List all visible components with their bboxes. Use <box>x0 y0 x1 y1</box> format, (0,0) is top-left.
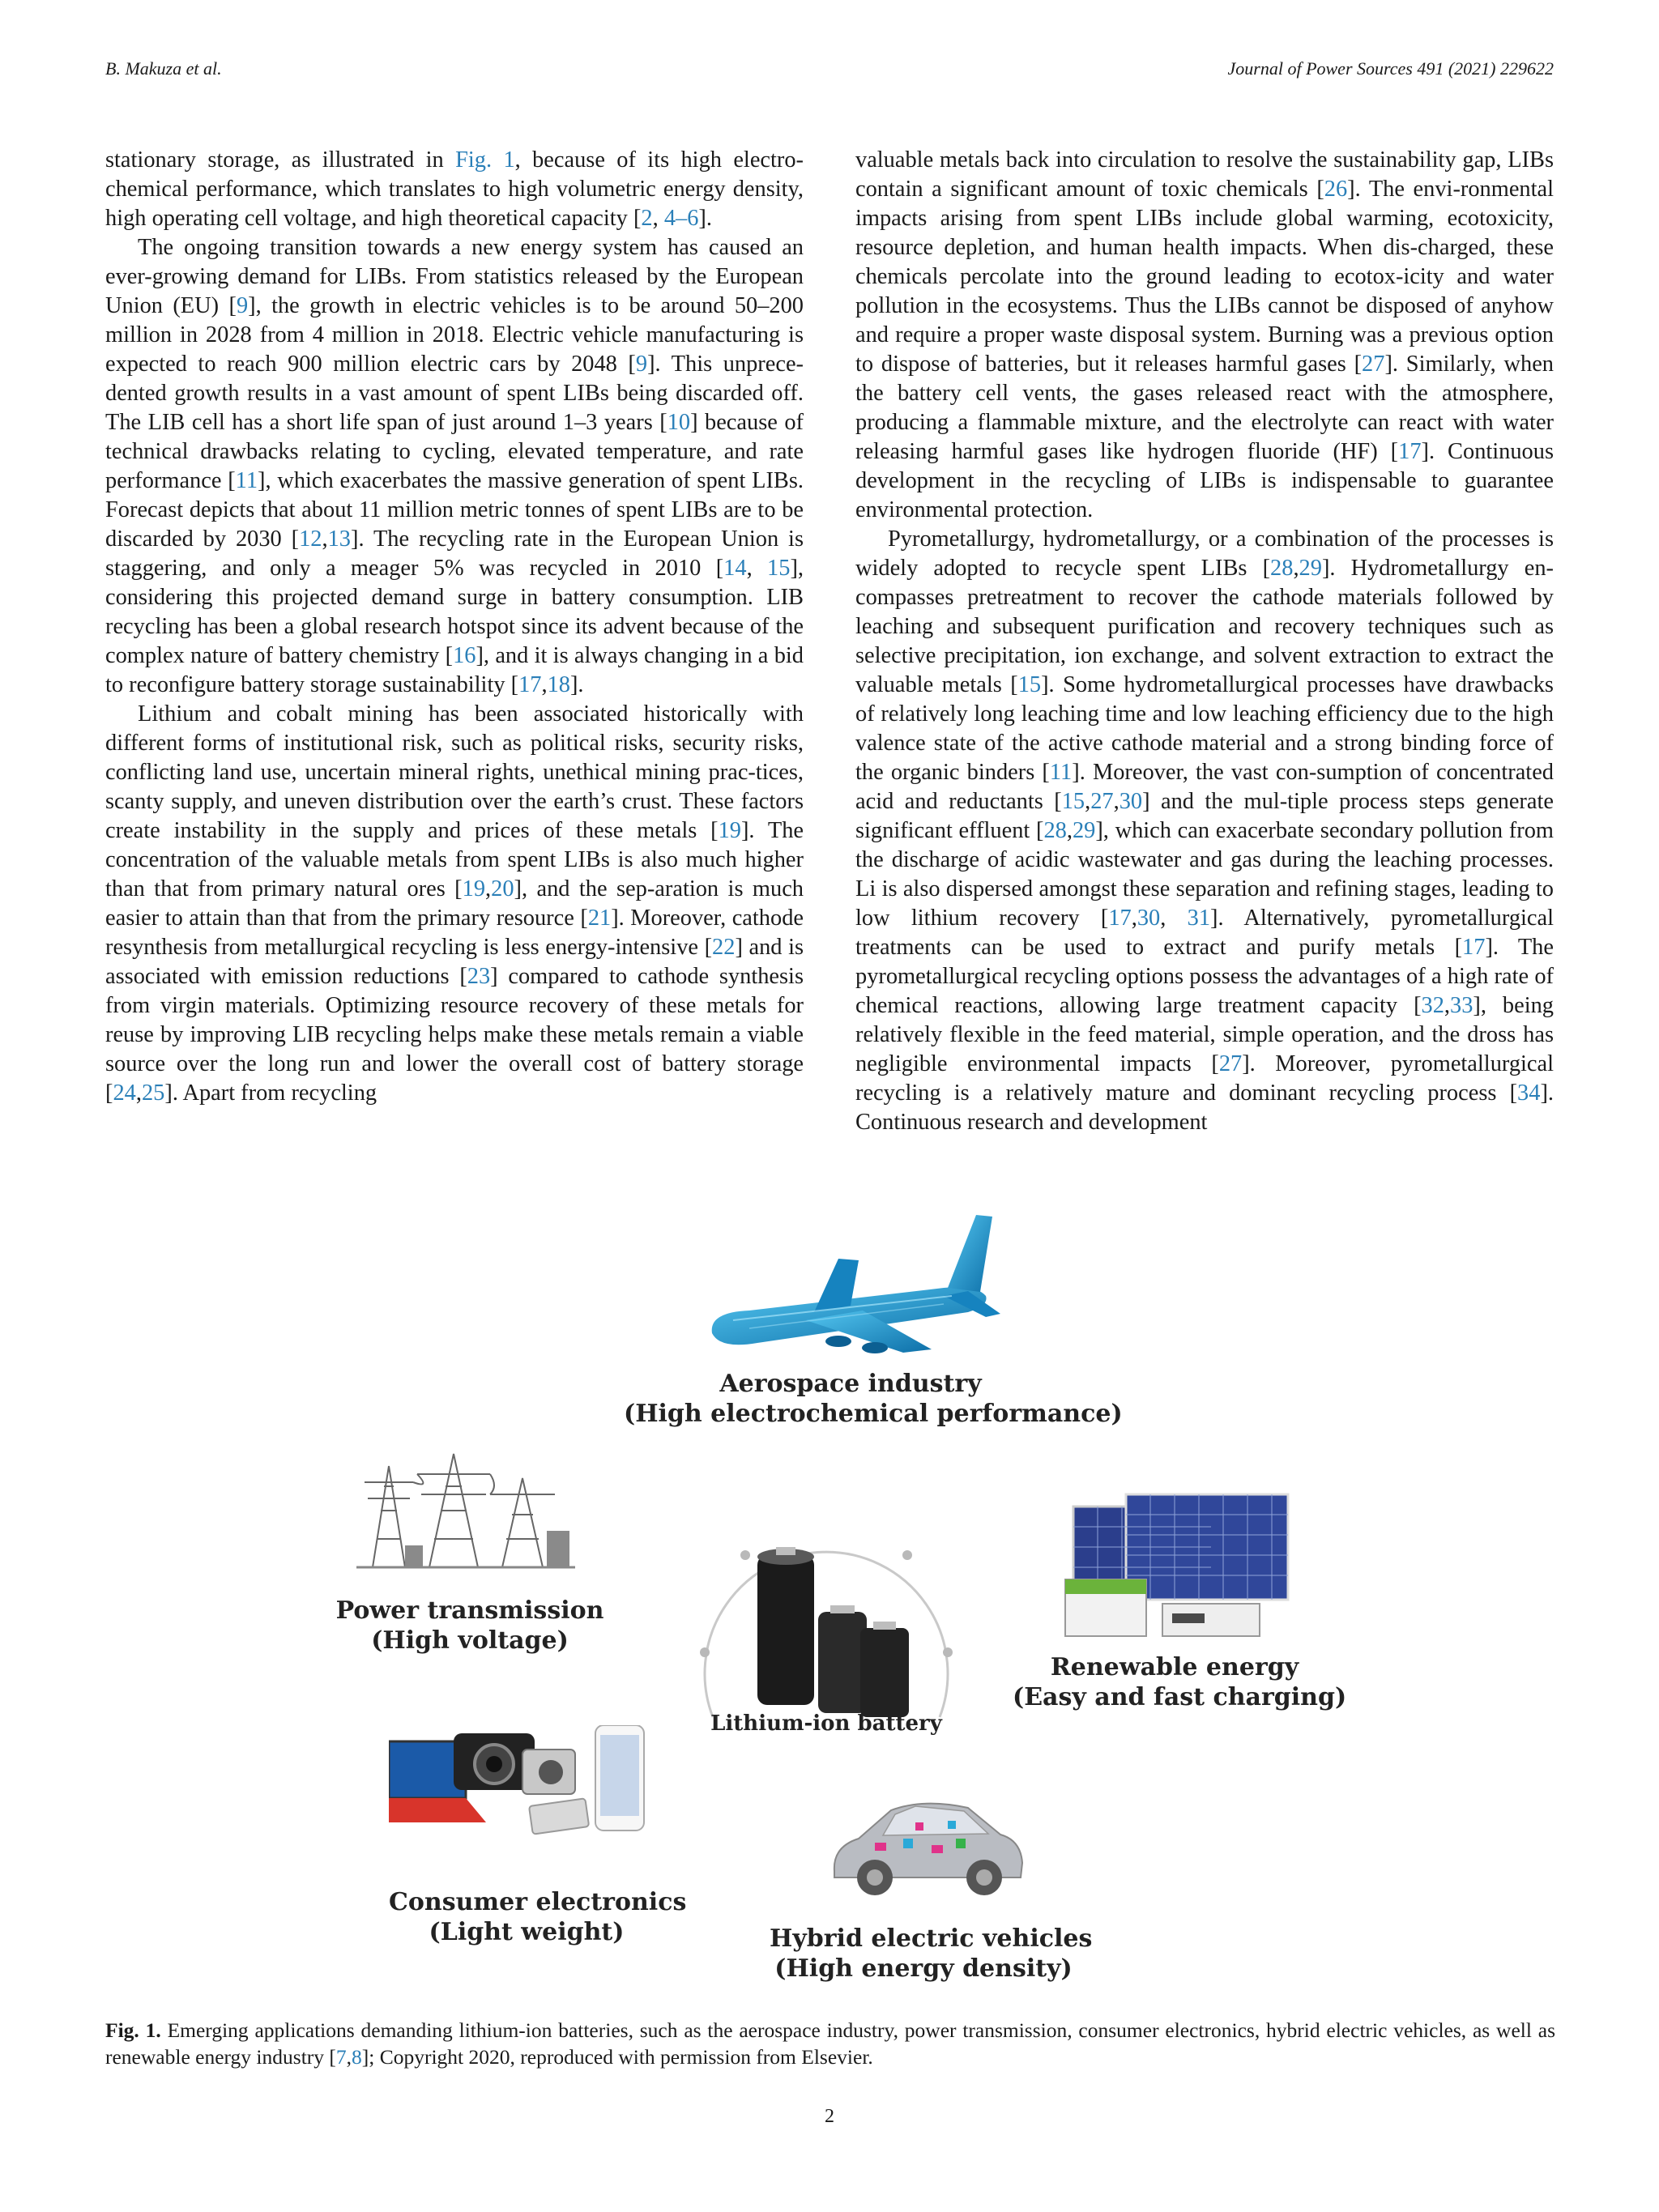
text-run: ]. The concentration of the valuable metals from spent LIBs is also much higher than that from primary natural ores [ <box>105 818 804 901</box>
citation-link[interactable]: 20 <box>491 876 514 901</box>
text-run: ], and the sep-aration is much easier to attain than that from the primary resource [ <box>105 876 804 931</box>
text-run: ], considering this projected demand surge in battery consumption. LIB recycling has been a global research hotspot since its advent because of the complex nature of battery chemistry [ <box>105 556 804 668</box>
citation-link[interactable]: 15 <box>1017 672 1042 697</box>
renewable-subtitle: (Easy and fast charging) <box>1013 1683 1347 1711</box>
citation-link[interactable]: 28 <box>1270 556 1294 581</box>
citation-link[interactable]: 9 <box>236 293 249 318</box>
citation-link[interactable]: 14 <box>723 556 747 581</box>
text-run: , <box>1131 906 1137 931</box>
citation-link[interactable]: 4–6 <box>663 206 699 231</box>
text-run: ], being relatively flexible in the feed material, simple operation, and the dross has negligible environmental impacts [ <box>855 993 1554 1076</box>
text-run: The ongoing transition towards a new energy system has caused an ever-growing demand for LIBs. From statistics released by the European Union (EU) [ <box>105 235 804 318</box>
power-subtitle: (High voltage) <box>371 1626 569 1655</box>
text-run: ]. Moreover, the vast con-sumption of concentrated acid and reductants [ <box>855 760 1554 814</box>
battery-label <box>689 1709 964 1739</box>
hybrid-label <box>770 1924 1093 1984</box>
citation-link[interactable]: 17 <box>1108 906 1132 931</box>
citation-link[interactable]: 28 <box>1043 818 1067 843</box>
caption-label: Fig. 1. <box>105 2018 161 2042</box>
consumer-title: Consumer electronics <box>389 1888 687 1916</box>
figure-caption <box>105 2017 1555 2070</box>
citation-link[interactable]: 18 <box>547 672 570 697</box>
paragraph <box>105 146 804 233</box>
text-run: , <box>1160 906 1188 931</box>
text-run: ] and the mul-tiple process steps generate significant effluent [ <box>855 789 1554 843</box>
hybrid-subtitle: (High energy density) <box>774 1954 1073 1983</box>
citation-link[interactable]: 30 <box>1119 789 1143 814</box>
solar-panel-icon <box>1057 1490 1292 1644</box>
citation-link[interactable]: 19 <box>462 876 486 901</box>
citation-link[interactable]: 15 <box>767 556 791 581</box>
text-run: ], the growth in electric vehicles is to be around 50–200 million in 2028 from 4 million in 2018. Electric vehicle manufacturing is expected to reach 900 million electric cars by 2048 [ <box>105 293 804 377</box>
citation-link[interactable]: 27 <box>1090 789 1114 814</box>
text-run: Pyrometallurgy, hydrometallurgy, or a combination of the processes is widely adopted to recycle spent LIBs [ <box>855 526 1554 581</box>
citation-link[interactable]: 27 <box>1218 1051 1243 1076</box>
citation-link[interactable]: 21 <box>587 906 612 931</box>
citation-link[interactable]: 17 <box>1462 935 1486 960</box>
citation-link[interactable]: 27 <box>1362 352 1385 377</box>
text-run: , <box>135 1080 142 1106</box>
header-authors: B. Makuza et al. <box>105 58 222 79</box>
text-run: ]. Some hydrometallurgical processes have drawbacks of relatively long leaching time and low leaching efficiency due to the high valence state of the active cathode material and a strong binding force of the organic binders [ <box>855 672 1554 785</box>
renewable-label <box>1013 1652 1347 1712</box>
text-run: ]. <box>569 672 584 697</box>
text-run: ], which can exacerbate secondary pollution from the discharge of acidic wastewater and gas during the leaching processes. Li is also dispersed amongst these separation and refining stages, leading to low lithium recovery [ <box>855 818 1554 931</box>
text-run: , <box>346 2045 352 2069</box>
text-run: ], which exacerbates the massive generation of spent LIBs. Forecast depicts that about 11 million metric tonnes of spent LIBs are to be discarded by 2030 [ <box>105 468 804 552</box>
citation-link[interactable]: 29 <box>1299 556 1322 581</box>
text-run: stationary storage, as illustrated in <box>105 147 456 173</box>
citation-link[interactable]: 34 <box>1517 1080 1541 1106</box>
power-label <box>332 1596 608 1656</box>
citation-link[interactable]: 22 <box>712 935 736 960</box>
consumer-subtitle: (Light weight) <box>429 1918 625 1946</box>
aerospace-label <box>624 1369 1123 1429</box>
paragraph <box>855 146 1554 525</box>
citation-link[interactable]: 23 <box>467 964 491 989</box>
paragraph <box>855 525 1554 1137</box>
battery-title: Lithium-ion battery <box>710 1711 942 1736</box>
car-icon <box>826 1782 1029 1903</box>
power-title: Power transmission <box>335 1596 604 1625</box>
citation-link[interactable]: 13 <box>327 526 351 552</box>
citation-link[interactable]: Fig. 1 <box>455 147 515 173</box>
citation-link[interactable]: 12 <box>299 526 322 552</box>
citation-link[interactable]: 29 <box>1072 818 1096 843</box>
header-journal: Journal of Power Sources 491 (2021) 229622 <box>1227 58 1554 79</box>
page-number: 2 <box>825 2106 834 2127</box>
citation-link[interactable]: 25 <box>141 1080 165 1106</box>
text-run: , because of its high electro-chemical performance, which translates to high volumetric energy density, high operating cell voltage, and high theoretical capacity [ <box>105 147 804 231</box>
hybrid-title: Hybrid electric vehicles <box>770 1924 1093 1953</box>
renewable-title: Renewable energy <box>1050 1653 1299 1681</box>
text-run: ]. Continuous research and development <box>855 1080 1554 1135</box>
text-run: , <box>1066 818 1073 843</box>
text-run: ]. Hydrometallurgy en-compasses pretreatment to recover the cathode materials followed by leaching and subsequent purification and recovery techniques such as selective precipitation, ion exchange, and solvent extraction to extract the valuable metals [ <box>855 556 1554 697</box>
text-run: ]. The envi-ronmental impacts arising from spent LIBs include global warming, ecotoxicity, resource depletion, and human health impacts. When dis-charged, these chemicals percolate into the ground leading to ecotox-icity and water pollution in the ecosystems. Thus the LIBs cannot be disposed of anyhow and require a proper waste disposal system. Burning was a previous option to dispose of batteries, but it releases harmful gases [ <box>855 177 1554 377</box>
citation-link[interactable]: 11 <box>235 468 258 493</box>
text-run: ]. <box>698 206 712 231</box>
text-run: ]. Continuous development in the recycling of LIBs is indispensable to guarantee environmental protection. <box>855 439 1554 522</box>
text-run: ]. Similarly, when the battery cell vents, the gases released react with the atmosphere, producing a flammable mixture, and the electrolyte can react with water releasing harmful gases like hydrogen fluoride (HF) [ <box>855 352 1555 464</box>
text-run: , <box>485 876 492 901</box>
text-run: ]. The recycling rate in the European Union is staggering, and only a meager 5% was recycled in 2010 [ <box>105 526 804 581</box>
citation-link[interactable]: 8 <box>352 2045 362 2069</box>
citation-link[interactable]: 11 <box>1049 760 1073 785</box>
citation-link[interactable]: 19 <box>718 818 741 843</box>
paragraph <box>105 233 804 700</box>
citation-link[interactable]: 2 <box>641 206 653 231</box>
left-column <box>105 146 804 1108</box>
text-run: Emerging applications demanding lithium-ion batteries, such as the aerospace industry, power transmission, consumer electronics, hybrid electric vehicles, as well as renewable energy industry [ <box>105 2018 1555 2069</box>
citation-link[interactable]: 33 <box>1450 993 1473 1018</box>
text-run: ]. Moreover, pyrometallurgical recycling is a relatively mature and dominant recycling process [ <box>855 1051 1554 1106</box>
citation-link[interactable]: 32 <box>1421 993 1444 1018</box>
consumer-label <box>389 1887 687 1947</box>
text-run: ] because of technical drawbacks relating to cycling, elevated temperature, and rate performance [ <box>105 410 804 493</box>
text-run: , <box>1085 789 1091 814</box>
text-run: , <box>1113 789 1120 814</box>
text-run: , <box>1444 993 1451 1018</box>
text-run: ]. Apart from recycling <box>164 1080 377 1106</box>
text-run: ]; Copyright 2020, reproduced with permission from Elsevier. <box>361 2045 873 2069</box>
text-run: Lithium and cobalt mining has been associated historically with different forms of institutional risk, such as political risks, security risks, conflicting land use, uncertain mineral rights, unethical mining prac-tices, scanty supply, and uneven distribution over the earth’s crust. These factors create instability in the supply and prices of these metals [ <box>105 701 804 843</box>
aerospace-subtitle: (High electrochemical performance) <box>624 1400 1123 1428</box>
citation-link[interactable]: 26 <box>1324 177 1348 202</box>
citation-link[interactable]: 15 <box>1061 789 1085 814</box>
power-tower-icon <box>356 1450 575 1571</box>
text-run: , <box>541 672 548 697</box>
text-run: ], and it is always changing in a bid to reconfigure battery storage sustainability [ <box>105 643 804 697</box>
text-run: , <box>746 556 768 581</box>
text-run: ]. Moreover, cathode resynthesis from metallurgical recycling is less energy-intensive [ <box>105 906 804 960</box>
citation-link[interactable]: 7 <box>335 2045 347 2069</box>
text-run: , <box>322 526 328 552</box>
body-text <box>105 146 1555 1150</box>
citation-link[interactable]: 31 <box>1187 906 1211 931</box>
citation-link[interactable]: 9 <box>635 352 648 377</box>
running-header <box>105 58 1554 91</box>
aerospace-title: Aerospace industry <box>719 1370 982 1398</box>
citation-link[interactable]: 30 <box>1137 906 1161 931</box>
figure-1 <box>335 1191 1347 2001</box>
citation-link[interactable]: 10 <box>667 410 691 435</box>
right-column <box>855 146 1554 1137</box>
citation-link[interactable]: 17 <box>1398 439 1422 464</box>
text-run: , <box>1293 556 1299 581</box>
text-run: ] compared to cathode synthesis from virgin materials. Optimizing resource recovery of these metals for reuse by improving LIB recycling helps make these metals remain a viable source over the long run and lower the overall cost of battery storage [ <box>105 964 804 1106</box>
citation-link[interactable]: 24 <box>113 1080 136 1106</box>
text-run: ]. This unprece-dented growth results in a vast amount of spent LIBs being discarded off. The LIB cell has a short life span of just around 1–3 years [ <box>105 352 804 435</box>
text-run: ]. Alternatively, pyrometallurgical treatments can be used to extract and purify metals [ <box>855 906 1554 960</box>
airplane-icon <box>701 1207 1009 1361</box>
text-run: ] and is associated with emission reductions [ <box>105 935 804 989</box>
text-run: ]. The pyrometallurgical recycling options possess the advantages of a high rate of chemical reactions, allowing large treatment capacity [ <box>855 935 1554 1018</box>
electronics-icon <box>389 1725 664 1847</box>
paragraph <box>105 700 804 1108</box>
text-run: , <box>652 206 664 231</box>
caption-text <box>105 2018 1555 2069</box>
citation-link[interactable]: 17 <box>518 672 542 697</box>
citation-link[interactable]: 16 <box>453 643 476 668</box>
text-run: valuable metals back into circulation to resolve the sustainability gap, LIBs contain a significant amount of toxic chemicals [ <box>855 147 1554 202</box>
